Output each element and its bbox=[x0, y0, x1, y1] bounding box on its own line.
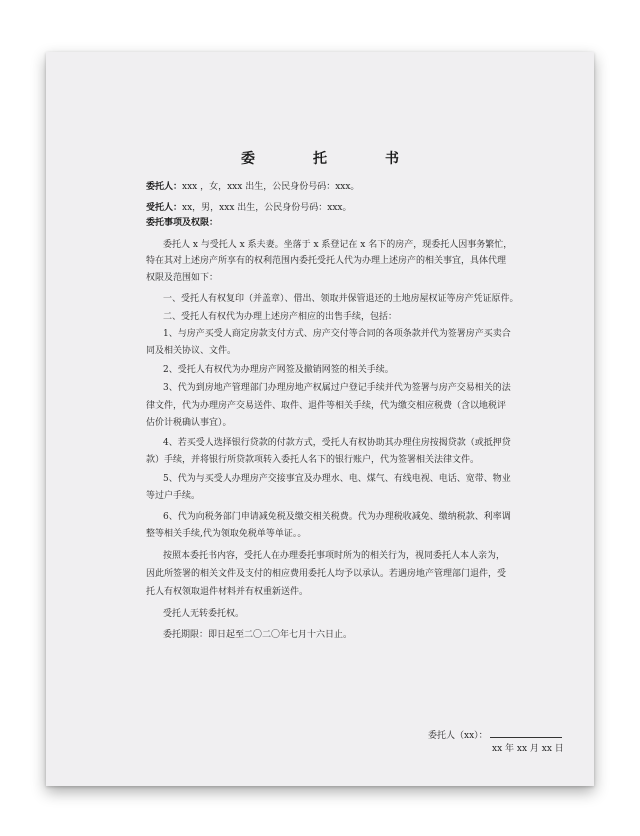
body-line: 6、代为向税务部门申请减免税及缴交相关税费。代为办理税收减免、缴纳税款、利率调 bbox=[163, 512, 511, 522]
body-line: 整等相关手续,代为领取免税单等单证。。 bbox=[146, 529, 307, 539]
body-line: 款）手续，并将银行所贷款项转入委托人名下的银行账户，代为签署相关法律文件。 bbox=[146, 455, 480, 465]
body-line: 委托人 x 与受托人 x 系夫妻。坐落于 x 系登记在 x 名下的房产，现委托人因事务繁忙， bbox=[163, 240, 513, 250]
body-line: 委托期限：即日起至二〇二〇年七月十六日止。 bbox=[163, 630, 353, 640]
body-line: 同及相关协议、文件。 bbox=[146, 346, 237, 356]
body-line: 受托人无转委托权。 bbox=[163, 609, 245, 619]
signature-blank bbox=[490, 728, 562, 738]
body-line: 因此所签署的相关文件及支付的相应费用委托人均予以承认。若遇房地产管理部门退件，受 bbox=[146, 569, 507, 579]
body-line: 估价计税确认事宜）。 bbox=[146, 418, 232, 428]
agent-text: xx，男，xxx 出生，公民身份号码：xxx。 bbox=[182, 203, 352, 213]
principal-label: 委托人： bbox=[146, 182, 183, 192]
body-line: 特在其对上述房产所享有的权利范围内委托受托人代为办理上述房产的相关事宜，具体代理 bbox=[146, 256, 507, 266]
document-title: 委 托 书 bbox=[241, 151, 421, 167]
body-line: 3、代为到房地产管理部门办理房地产权属过户登记手续并代为签署与房产交易相关的法 bbox=[163, 383, 511, 393]
date-line: xx 年 xx 月 xx 日 bbox=[492, 744, 564, 754]
signature-line bbox=[428, 728, 568, 742]
principal-line bbox=[146, 181, 566, 193]
body-line: 1、与房产买受人商定房款支付方式、房产交付等合同的各项条款并代为签署房产买卖合 bbox=[163, 329, 511, 339]
body-line: 5、代为与买受人办理房产交接事宜及办理水、电、煤气、有线电视、电话、宽带、物业 bbox=[163, 474, 511, 484]
body-line: 二、受托人有权代为办理上述房产相应的出售手续，包括： bbox=[163, 312, 398, 322]
principal-text: xxx ，女，xxx 出生，公民身份号码：xxx。 bbox=[182, 182, 360, 192]
body-line: 权限及范围如下： bbox=[146, 273, 219, 283]
body-line: 2、受托人有权代为办理房产网签及撤销网签的相关手续。 bbox=[163, 365, 394, 375]
body-line: 托人有权领取退件材料并有权重新送件。 bbox=[146, 587, 309, 597]
document-paper bbox=[46, 52, 594, 786]
body-line: 等过户手续。 bbox=[146, 491, 201, 501]
body-line: 一、受托人有权复印（并盖章）、借出、领取并保管退还的土地房屋权证等房产凭证原件。 bbox=[163, 294, 519, 304]
body-line: 按照本委托书内容，受托人在办理委托事项时所为的相关行为，视同委托人本人亲为， bbox=[163, 551, 506, 561]
body-line: 4、若买受人选择银行贷款的付款方式，受托人有权协助其办理住房按揭贷款（或抵押贷 bbox=[163, 438, 511, 448]
agent-line bbox=[146, 202, 566, 214]
scope-heading: 委托事项及权限： bbox=[146, 218, 219, 228]
body-line: 律文件，代为办理房产交易送件、取件、退件等相关手续，代为缴交相应税费（含以地税评 bbox=[146, 401, 507, 411]
signature-label: 委托人（xx）： bbox=[428, 731, 488, 741]
agent-label: 受托人： bbox=[146, 203, 183, 213]
